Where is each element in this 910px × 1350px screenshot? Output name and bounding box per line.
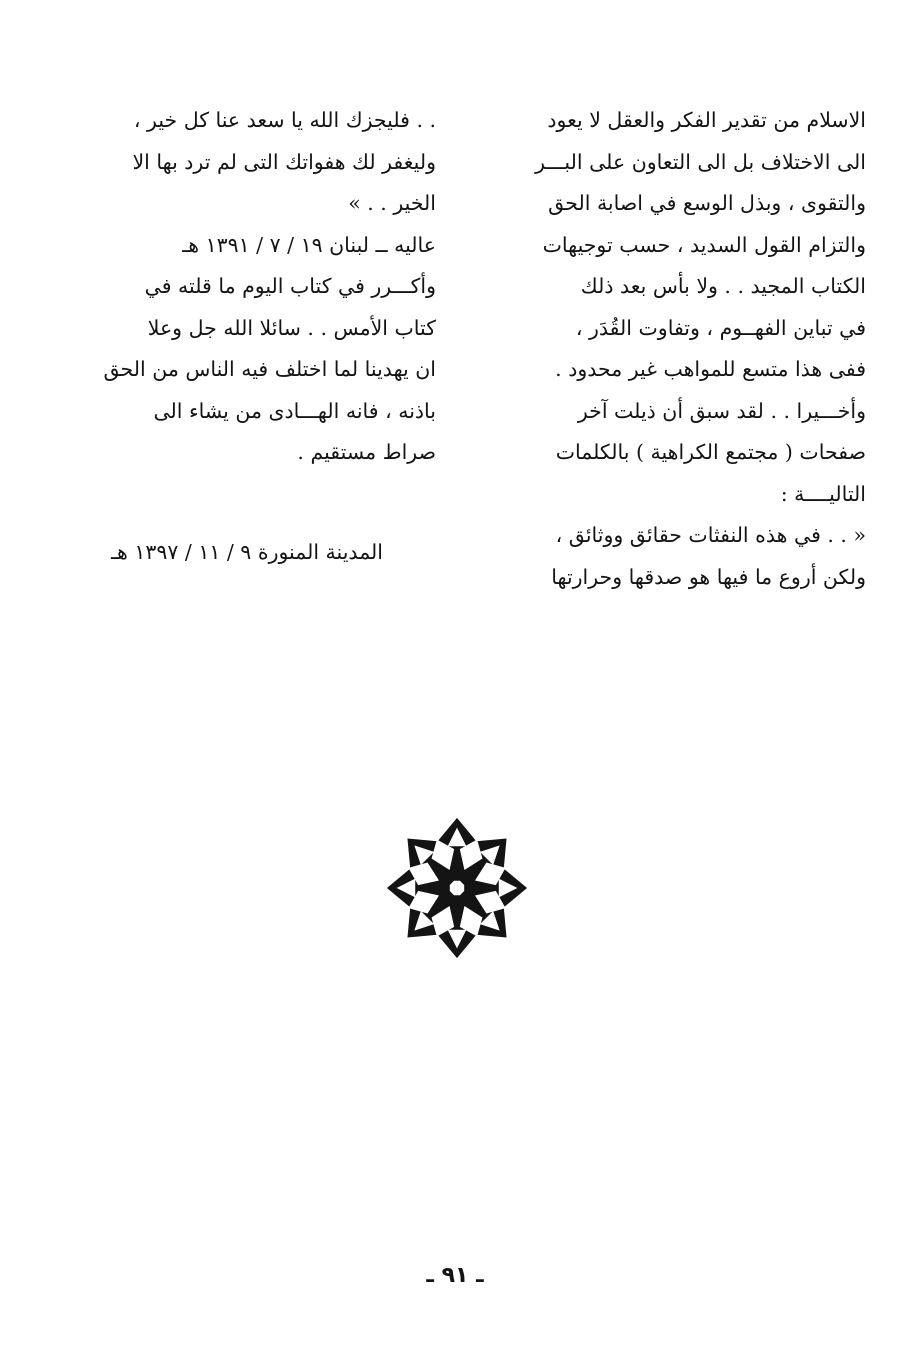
text-line: والتزام القول السديد ، حسب توجيهات bbox=[542, 232, 866, 257]
text-line: ان يهدينا لما اختلف فيه الناس من الحق bbox=[103, 357, 436, 381]
text-line: ولكن أروع ما فيها هو صدقها وحرارتها bbox=[551, 564, 866, 589]
text-line: صراط مستقيم . bbox=[297, 440, 436, 464]
text-line: صفحات ( مجتمع الكراهية ) بالكلمات bbox=[555, 440, 866, 464]
text-line: كتاب الأمس . . سائلا الله جل وعلا bbox=[147, 315, 436, 340]
text-line: . . فليجزك الله يا سعد عنا كل خير ، bbox=[133, 108, 436, 132]
ornament-core bbox=[450, 881, 464, 895]
right-text-column bbox=[508, 100, 866, 598]
text-line: التاليــــة : bbox=[780, 481, 866, 506]
text-line: والتقوى ، وبذل الوسع في اصابة الحق bbox=[548, 191, 866, 215]
text-line: وأخـــيرا . . لقد سبق أن ذيلت آخر bbox=[577, 398, 866, 423]
text-line: ففى هذا متسع للمواهب غير محدود . bbox=[555, 357, 866, 381]
text-line: وأكـــرر في كتاب اليوم ما قلته في bbox=[144, 274, 436, 298]
text-line: الخير . . » bbox=[348, 191, 436, 215]
text-line: الكتاب المجيد . . ولا بأس بعد ذلك bbox=[580, 274, 866, 298]
eight-point-star-ornament-icon bbox=[384, 813, 530, 963]
place-date-signature: المدينة المنورة ٩ / ١١ / ١٣٩٧ هـ bbox=[110, 540, 383, 564]
text-line: الاسلام من تقدير الفكر والعقل لا يعود bbox=[547, 108, 866, 132]
text-line: في تباين الفهــوم ، وتفاوت القُدَر ، bbox=[575, 315, 866, 340]
date-line: عاليه ــ لبنان ١٩ / ٧ / ١٣٩١ هـ bbox=[182, 232, 436, 257]
left-text-column bbox=[78, 100, 436, 474]
text-line: الى الاختلاف بل الى التعاون على البـــر bbox=[535, 149, 866, 174]
page-number: ـ ٩١ ـ bbox=[426, 1263, 484, 1288]
text-line: « . . في هذه النفثات حقائق ووثائق ، bbox=[555, 523, 866, 547]
text-line: باذنه ، فانه الهـــادى من يشاء الى bbox=[153, 398, 436, 423]
text-line: وليغفر لك هفواتك التى لم ترد بها الا bbox=[132, 149, 436, 174]
